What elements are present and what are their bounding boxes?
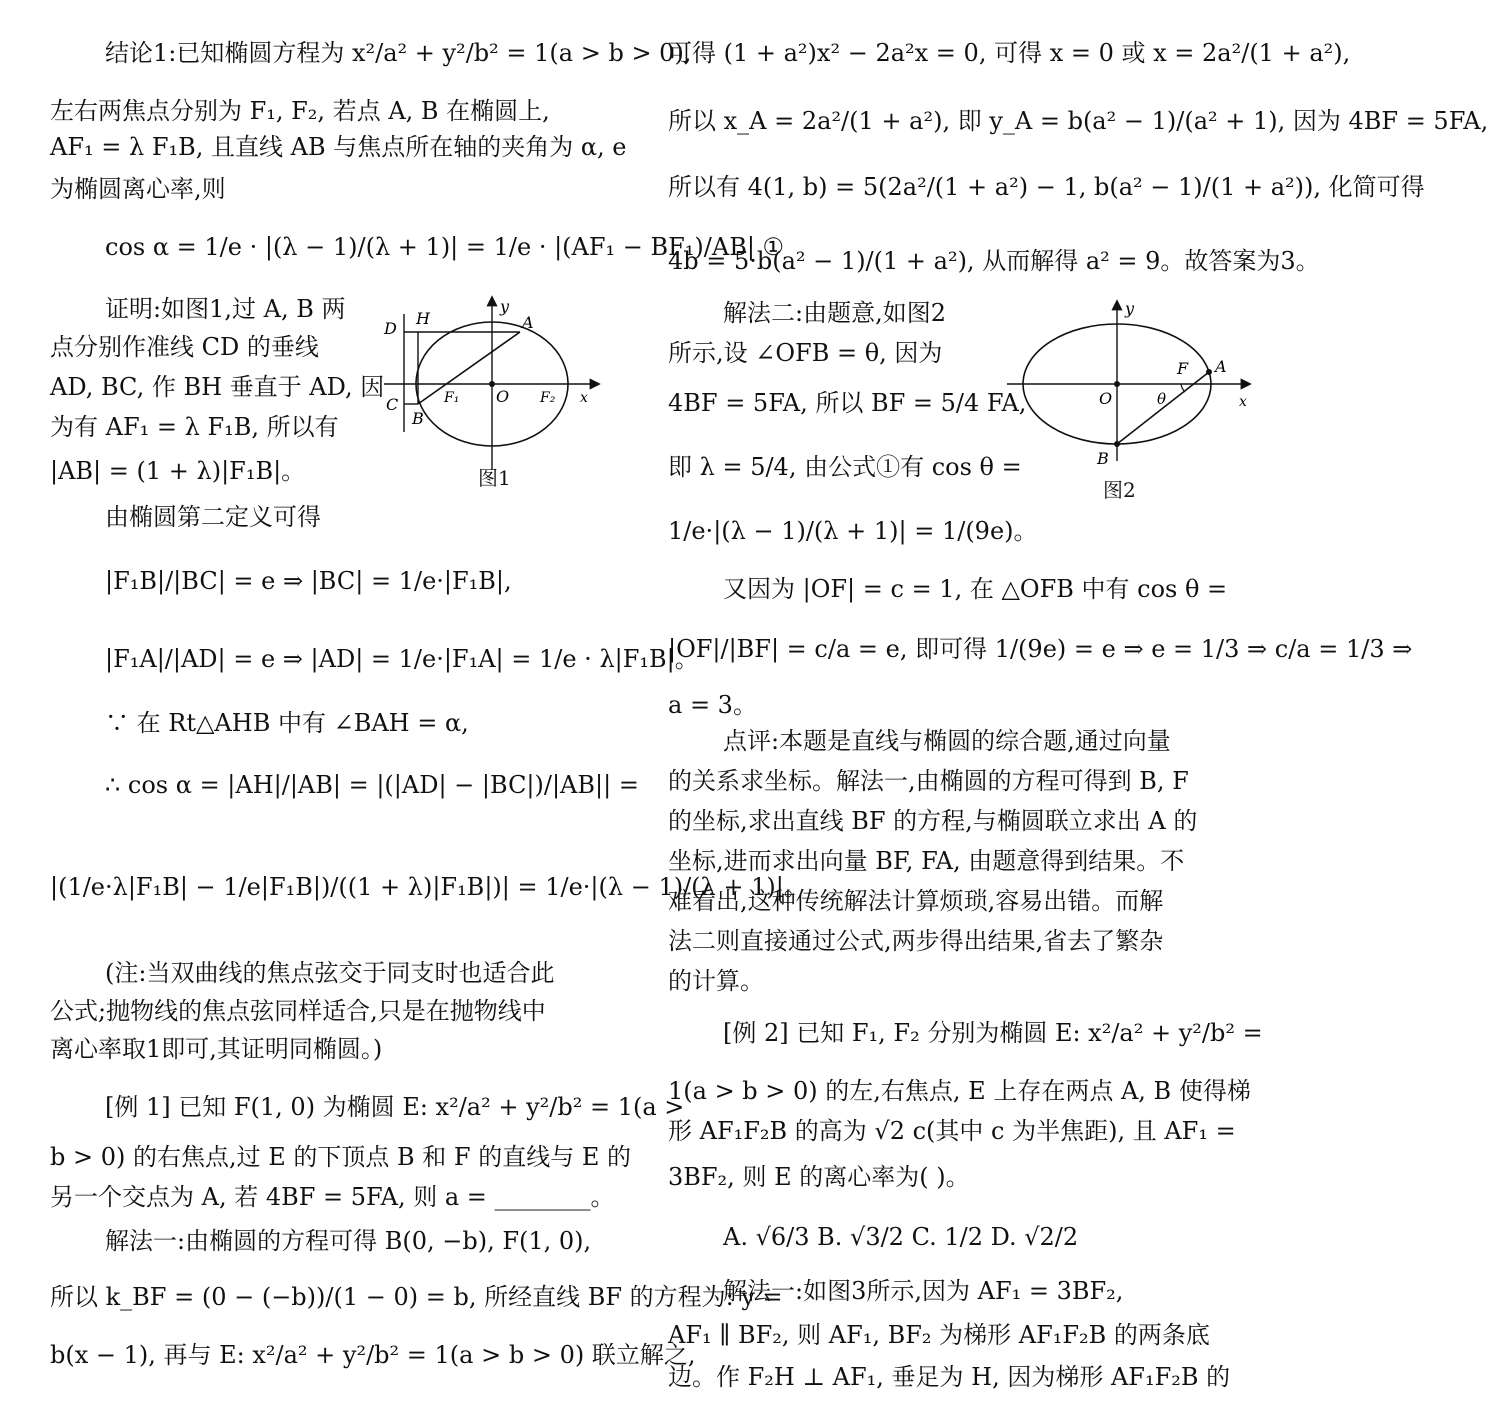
text-line: AD, BC, 作 BH 垂直于 AD, 因 (50, 373, 385, 401)
text-line: b > 0) 的右焦点,过 E 的下顶点 B 和 F 的直线与 E 的 (50, 1143, 631, 1171)
fig2-label-y: y (1125, 299, 1135, 318)
fig1-label-y: y (500, 297, 510, 316)
formula-line: |(1/e·λ|F₁B| − 1/e|F₁B|)/((1 + λ)|F₁B|)| = 1/e·|(λ − 1)/(λ + 1)|。 (50, 873, 808, 901)
fig1-label-H: H (416, 309, 430, 328)
text-line: 公式;抛物线的焦点弦同样适合,只是在抛物线中 (50, 997, 546, 1025)
formula-line: 所以有 4(1, b) = 5(2a²/(1 + a²) − 1, b(a² − 1)/(1 + a²)), 化简可得 (668, 173, 1425, 201)
text-line: 另一个交点为 A, 若 4BF = 5FA, 则 a = ________。 (50, 1183, 615, 1211)
text-line: |AB| = (1 + λ)|F₁B|。 (50, 457, 306, 485)
text-line: 左右两焦点分别为 F₁, F₂, 若点 A, B 在椭圆上, (50, 97, 550, 125)
text-line: 为有 AF₁ = λ F₁B, 所以有 (50, 413, 339, 441)
text-line: 为椭圆离心率,则 (50, 175, 226, 203)
text-line: 边。作 F₂H ⊥ AF₁, 垂足为 H, 因为梯形 AF₁F₂B 的 (668, 1363, 1231, 1391)
fig2-label-O: O (1099, 389, 1113, 408)
text-line: 坐标,进而求出向量 BF, FA, 由题意得到结果。不 (668, 847, 1185, 875)
formula-line: 4b = 5·b(a² − 1)/(1 + a²), 从而解得 a² = 9。故答案为3。 (668, 247, 1320, 275)
fig1-label-B: B (412, 409, 424, 428)
example-2: [例 2] 已知 F₁, F₂ 分别为椭圆 E: x²/a² + y²/b² = (723, 1019, 1263, 1047)
text-line: 的坐标,求出直线 BF 的方程,与椭圆联立求出 A 的 (668, 807, 1198, 835)
formula-line: b(x − 1), 再与 E: x²/a² + y²/b² = 1(a > b > 0) 联立解之, (50, 1341, 696, 1369)
text-line: AF₁ = λ F₁B, 且直线 AB 与焦点所在轴的夹角为 α, e (50, 133, 627, 161)
text-line: 解法一:如图3所示,因为 AF₁ = 3BF₂, (723, 1277, 1124, 1305)
method-2: 解法二:由题意,如图2 (723, 299, 946, 327)
text-line: 由椭圆第二定义可得 (105, 503, 321, 531)
answer-options: A. √6/3 B. √3/2 C. 1/2 D. √2/2 (723, 1223, 1079, 1251)
text-line: 的计算。 (668, 967, 764, 995)
text-line: 3BF₂, 则 E 的离心率为( )。 (668, 1163, 970, 1191)
text-line: 法二则直接通过公式,两步得出结果,省去了繁杂 (668, 927, 1164, 955)
fig1-label-D: D (384, 319, 397, 338)
fig2-label-theta: θ (1157, 390, 1167, 408)
figure-2-caption: 图2 (1103, 478, 1136, 502)
fig1-label-O: O (496, 387, 510, 406)
text-line: 解法一:由椭圆的方程可得 B(0, −b), F(1, 0), (105, 1227, 592, 1255)
text-line: (注:当双曲线的焦点弦交于同支时也适合此 (105, 959, 555, 987)
fig2-label-F: F (1177, 359, 1189, 378)
fig1-label-A: A (522, 313, 534, 332)
figure-2 (1005, 296, 1255, 506)
fig1-label-x: x (580, 390, 588, 406)
figure-1 (380, 292, 610, 492)
comment: 点评:本题是直线与椭圆的综合题,通过向量 (723, 727, 1171, 755)
text-line: 点分别作准线 CD 的垂线 (50, 333, 319, 361)
formula-1: cos α = 1/e · |(λ − 1)/(λ + 1)| = 1/e · |(AF₁ − BF₁)/AB| ① (105, 233, 785, 261)
fig1-label-F2: F₂ (540, 390, 556, 406)
example-1: [例 1] 已知 F(1, 0) 为椭圆 E: x²/a² + y²/b² = 1(a > (105, 1093, 685, 1121)
fig2-label-A: A (1215, 357, 1227, 376)
formula-line: 1/e·|(λ − 1)/(λ + 1)| = 1/(9e)。 (668, 517, 1038, 545)
fig1-label-C: C (386, 395, 399, 414)
formula-line: 所以 k_BF = (0 − (−b))/(1 − 0) = b, 所经直线 BF 的方程为: y = (50, 1283, 783, 1311)
formula-line: ∴ cos α = |AH|/|AB| = |(|AD| − |BC|)/|AB|| = (105, 771, 639, 799)
fig2-label-B: B (1097, 449, 1109, 468)
formula-line: |OF|/|BF| = c/a = e, 即可得 1/(9e) = e ⇒ e = 1/3 ⇒ c/a = 1/3 ⇒ (668, 635, 1413, 663)
figure-1-caption: 图1 (478, 466, 511, 490)
fig1-label-F1: F₁ (444, 390, 460, 406)
formula-line: |F₁B|/|BC| = e ⇒ |BC| = 1/e·|F₁B|, (105, 567, 512, 595)
text-line: 难看出,这种传统解法计算烦琐,容易出错。而解 (668, 887, 1164, 915)
formula-line: 所以 x_A = 2a²/(1 + a²), 即 y_A = b(a² − 1)/(a² + 1), 因为 4BF = 5FA, (668, 107, 1488, 135)
formula-line: 可得 (1 + a²)x² − 2a²x = 0, 可得 x = 0 或 x = 2a²/(1 + a²), (668, 39, 1351, 67)
text-line: 证明:如图1,过 A, B 两 (105, 295, 346, 323)
text-line: a = 3。 (668, 691, 757, 719)
text-line: 1(a > b > 0) 的左,右焦点, E 上存在两点 A, B 使得梯 (668, 1077, 1251, 1105)
text-line: 形 AF₁F₂B 的高为 √2 c(其中 c 为半焦距), 且 AF₁ = (668, 1117, 1236, 1145)
text-line: 又因为 |OF| = c = 1, 在 △OFB 中有 cos θ = (723, 575, 1228, 603)
fig2-label-x: x (1239, 394, 1247, 410)
text-line: AF₁ ∥ BF₂, 则 AF₁, BF₂ 为梯形 AF₁F₂B 的两条底 (668, 1321, 1210, 1349)
text-line: 离心率取1即可,其证明同椭圆。) (50, 1035, 383, 1063)
formula-line: 4BF = 5FA, 所以 BF = 5/4 FA, (668, 389, 1027, 417)
text-line: ∵ 在 Rt△AHB 中有 ∠BAH = α, (105, 709, 469, 737)
text-line: 所示,设 ∠OFB = θ, 因为 (668, 339, 943, 367)
text-line: 的关系求坐标。解法一,由椭圆的方程可得到 B, F (668, 767, 1189, 795)
formula-line: |F₁A|/|AD| = e ⇒ |AD| = 1/e·|F₁A| = 1/e · λ|F₁B|。 (105, 645, 699, 673)
text-line: 结论1:已知椭圆方程为 x²/a² + y²/b² = 1(a > b > 0), (105, 39, 692, 67)
formula-line: 即 λ = 5/4, 由公式①有 cos θ = (668, 453, 1022, 481)
